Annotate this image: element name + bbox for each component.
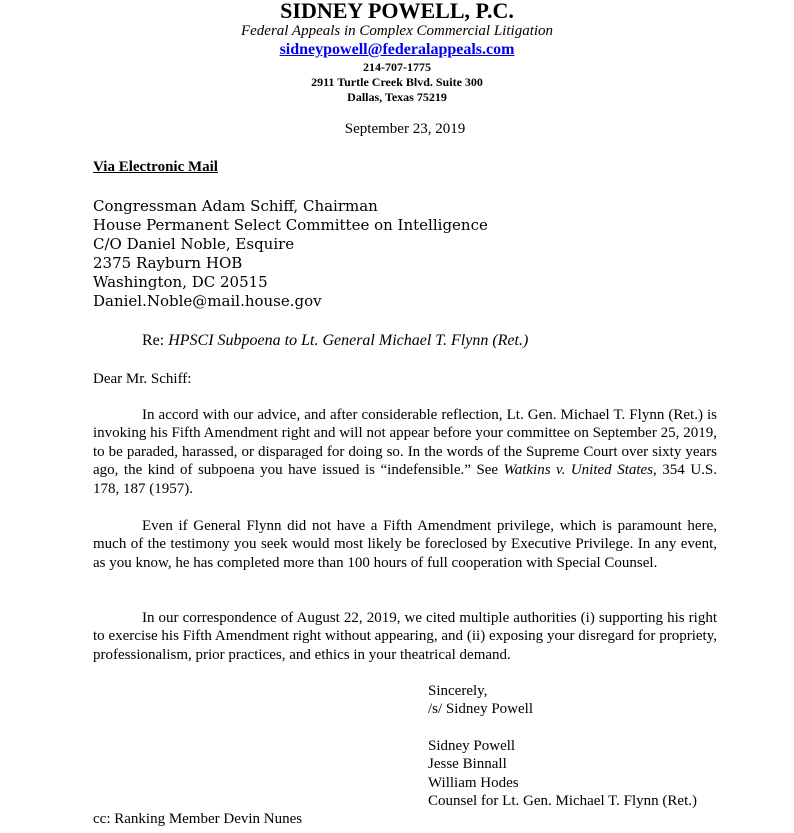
delivery-method: Via Electronic Mail [93,159,218,175]
signer-name: Sidney Powell [428,738,516,754]
paragraph-1-text: In accord with our advice, and after considerable reflection, Lt. Gen. Michael T. Flynn (Ret.) is invoking his Fifth Amendment right and will not appear before your committee on September 25, 2019, to be paraded, harassed, or disparaged for doing so. In the words of the Supreme Court over sixty years ago, the kind of subpoena you have issued is “indefensible.” See [93,407,717,479]
recipient-line: 2375 Rayburn HOB [93,254,243,272]
recipient-line: Washington, DC 20515 [93,273,268,291]
firm-tagline: Federal Appeals in Complex Commercial Litigation [240,23,554,39]
recipient-line: Congressman Adam Schiff, Chairman [93,197,378,215]
firm-email-container [0,40,794,60]
salutation: Dear Mr. Schiff: [93,371,192,387]
recipient-line: House Permanent Select Committee on Intelligence [93,216,488,234]
body-paragraph-2: Even if General Flynn did not have a Fifth Amendment privilege, which is paramount here, much of the testimony you seek would most likely be foreclosed by Executive Privilege. In any event, as you know, he has completed more than 100 hours of full cooperation with Special Counsel. [93,518,717,571]
firm-phone: 214-707-1775 [363,60,431,74]
signers-block [428,737,697,810]
firm-city: Dallas, Texas 75219 [347,90,447,104]
recipient-line: C/O Daniel Noble, Esquire [93,235,295,253]
cc-line: cc: Ranking Member Devin Nunes [93,811,303,827]
re-label: Re: [142,332,169,349]
signer-name: William Hodes [428,774,519,791]
letter-date: September 23, 2019 [344,121,466,137]
firm-email-link[interactable]: sidneypowell@federalappeals.com [279,41,515,58]
body-paragraph-1 [93,406,717,498]
signer-name: Jesse Binnall [428,756,507,773]
signer-title: Counsel for Lt. Gen. Michael T. Flynn (Ret.) [428,792,697,809]
firm-street: 2911 Turtle Creek Blvd. Suite 300 [311,75,483,89]
valediction: Sincerely, [428,683,488,699]
recipient-line: Daniel.Noble@mail.house.gov [93,292,322,310]
re-line [142,331,528,350]
recipient-address [93,197,488,311]
signature: /s/ Sidney Powell [428,701,534,718]
re-subject: HPSCI Subpoena to Lt. General Michael T. Flynn (Ret.) [168,332,529,349]
closing-block [428,682,533,719]
firm-name: SIDNEY POWELL, P.C. [280,0,514,23]
body-paragraph-3: In our correspondence of August 22, 2019, we cited multiple authorities (i) supporting his right to exercise his Fifth Amendment right without appearing, and (ii) exposing your disregard for propriety, professionalism, prior practices, and ethics in your theatrical demand. [93,610,717,663]
citation-reference: , 354 U.S. 178, 187 (1957). [93,462,717,497]
case-citation: Watkins v. United States [503,462,654,479]
